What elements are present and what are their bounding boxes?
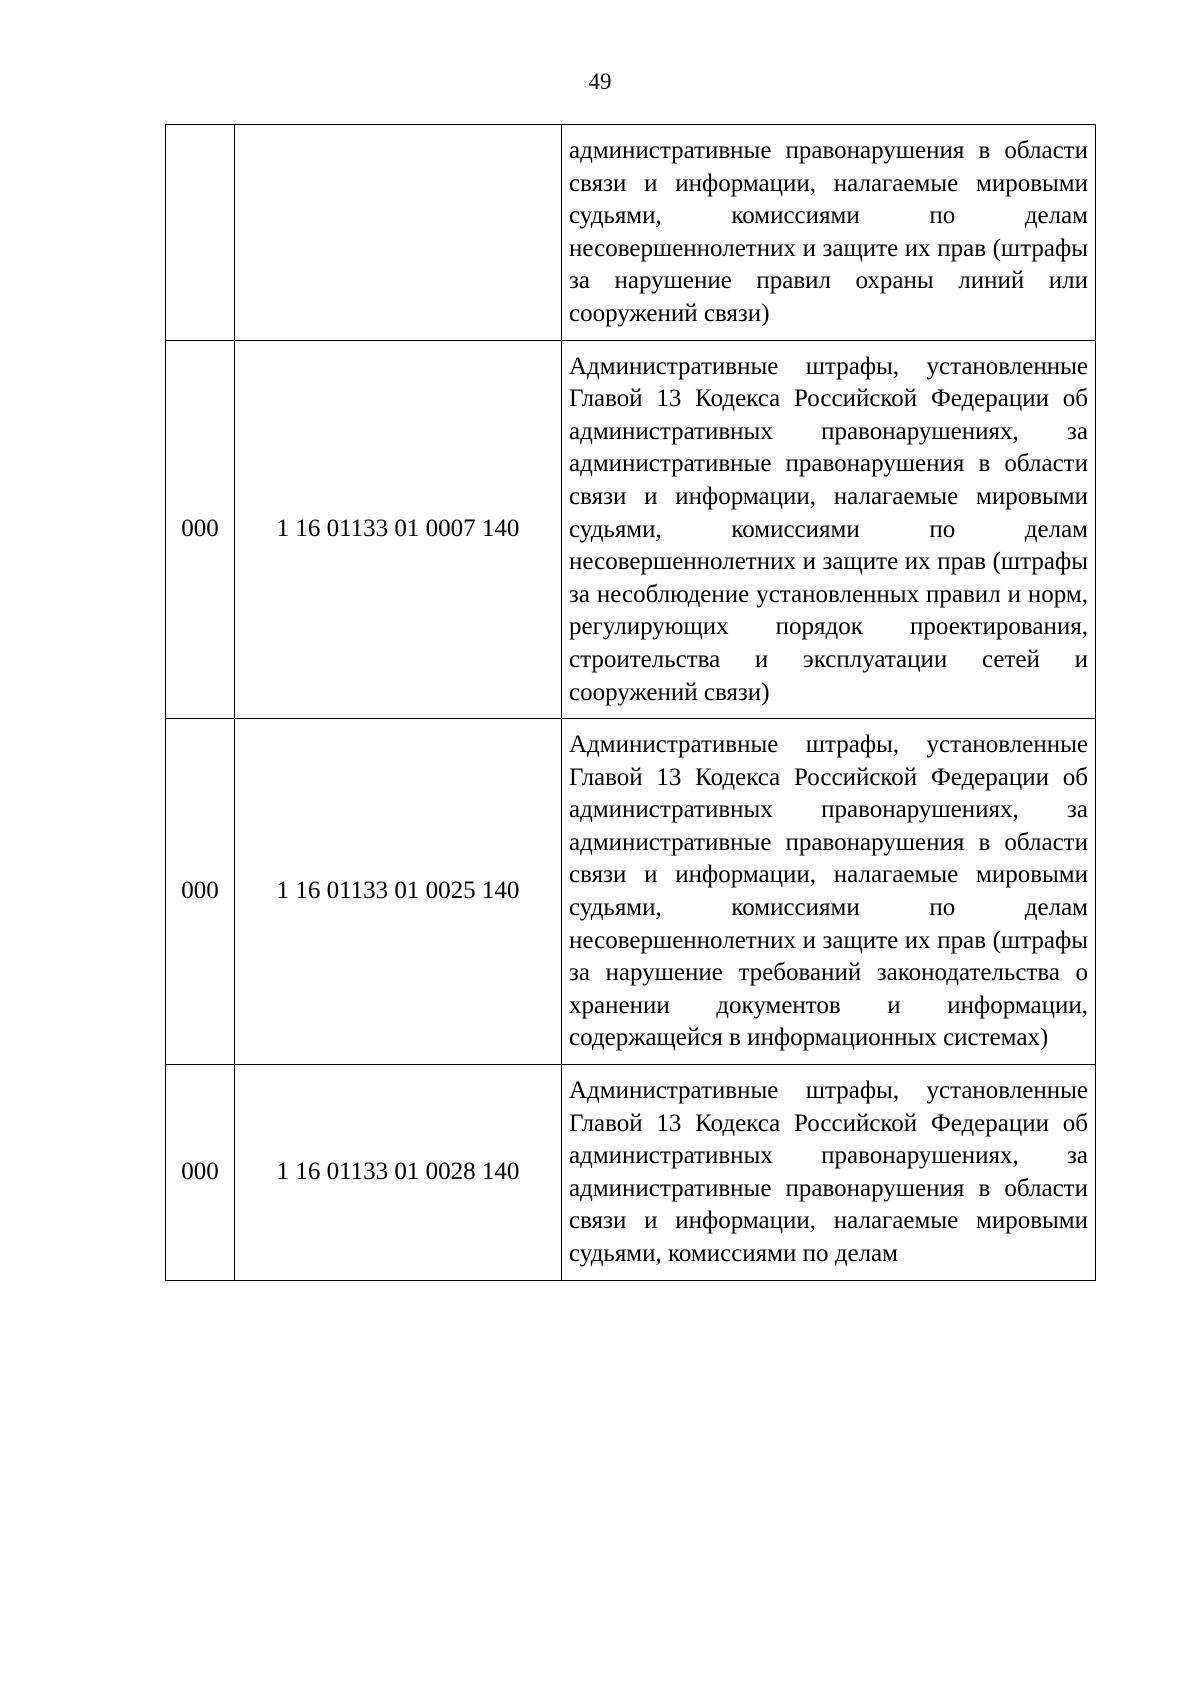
table-row: [166, 719, 1096, 1065]
description-cell: Административные штрафы, установленные Главой 13 Кодекса Российской Федерации об административных правонарушениях, за административные правонарушения в области связи и информации, налагаемые мировыми судьями, комиссиями по делам несовершеннолетних и защите их прав (штрафы за несоблюдение установленных правил и норм, регулирующих порядок проектирования, строительства и эксплуатации сетей и сооружений связи): [562, 340, 1096, 719]
page-number: 49: [588, 69, 612, 94]
description-cell: Административные штрафы, установленные Главой 13 Кодекса Российской Федерации об административных правонарушениях, за административные правонарушения в области связи и информации, налагаемые мировыми судьями, комиссиями по делам несовершеннолетних и защите их прав (штрафы за нарушение требований законодательства о хранении документов и информации, содержащейся в информационных системах): [562, 719, 1096, 1065]
table-row: [166, 340, 1096, 719]
admin-code-cell: 000: [166, 719, 235, 1065]
kbk-code-cell: 1 16 01133 01 0025 140: [235, 719, 562, 1065]
kbk-code-cell: 1 16 01133 01 0028 140: [235, 1065, 562, 1281]
table-row: [166, 1065, 1096, 1281]
kbk-code-cell: [235, 125, 562, 341]
admin-code-cell: 000: [166, 340, 235, 719]
description-cell: административные правонарушения в области связи и информации, налагаемые мировыми судьями, комиссиями по делам несовершеннолетних и защите их прав (штрафы за нарушение правил охраны линий или сооружений связи): [562, 125, 1096, 341]
description-cell: Административные штрафы, установленные Главой 13 Кодекса Российской Федерации об административных правонарушениях, за административные правонарушения в области связи и информации, налагаемые мировыми судьями, комиссиями по делам: [562, 1065, 1096, 1281]
admin-code-cell: [166, 125, 235, 341]
admin-code-cell: 000: [166, 1065, 235, 1281]
table-row: [166, 125, 1096, 341]
budget-codes-table: [165, 124, 1096, 1281]
kbk-code-cell: 1 16 01133 01 0007 140: [235, 340, 562, 719]
